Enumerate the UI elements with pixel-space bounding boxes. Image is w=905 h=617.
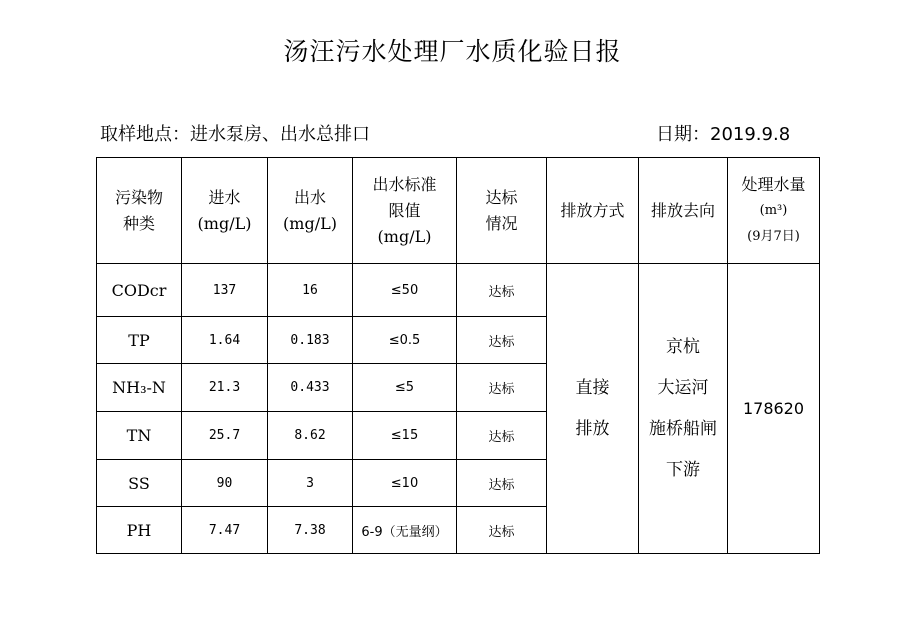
pollutant-name: SS bbox=[97, 460, 182, 507]
pollutant-name: TP bbox=[97, 317, 182, 364]
water-quality-table bbox=[96, 157, 820, 554]
header-discharge-mode: 排放方式 bbox=[547, 158, 639, 264]
status-value: 达标 bbox=[457, 364, 547, 412]
report-title: 汤汪污水处理厂水质化验日报 bbox=[283, 37, 622, 66]
influent-value: 1.64 bbox=[182, 317, 268, 364]
limit-value: ≤50 bbox=[353, 264, 457, 317]
effluent-value: 16 bbox=[268, 264, 353, 317]
pollutant-name: CODcr bbox=[97, 264, 182, 317]
limit-value: 6-9（无量纲） bbox=[353, 507, 457, 554]
influent-value: 21.3 bbox=[182, 364, 268, 412]
influent-value: 137 bbox=[182, 264, 268, 317]
table-row bbox=[97, 264, 820, 317]
effluent-value: 0.183 bbox=[268, 317, 353, 364]
pollutant-name: NH₃-N bbox=[97, 364, 182, 412]
status-value: 达标 bbox=[457, 317, 547, 364]
status-value: 达标 bbox=[457, 460, 547, 507]
sampling-location: 取样地点：进水泵房、出水总排口 bbox=[100, 124, 370, 145]
header-influent: 进水 (mg/L) bbox=[182, 158, 268, 264]
influent-value: 90 bbox=[182, 460, 268, 507]
pollutant-name: PH bbox=[97, 507, 182, 554]
effluent-value: 3 bbox=[268, 460, 353, 507]
effluent-value: 0.433 bbox=[268, 364, 353, 412]
header-volume: 处理水量 (m³) (9月7日) bbox=[728, 158, 820, 264]
header-discharge-dest: 排放去向 bbox=[639, 158, 728, 264]
effluent-value: 8.62 bbox=[268, 412, 353, 460]
influent-value: 25.7 bbox=[182, 412, 268, 460]
limit-value: ≤10 bbox=[353, 460, 457, 507]
status-value: 达标 bbox=[457, 412, 547, 460]
limit-value: ≤0.5 bbox=[353, 317, 457, 364]
influent-value: 7.47 bbox=[182, 507, 268, 554]
header-limit: 出水标准 限值 (mg/L) bbox=[353, 158, 457, 264]
limit-value: ≤5 bbox=[353, 364, 457, 412]
discharge-mode-cell: 直接 排放 bbox=[547, 264, 639, 554]
status-value: 达标 bbox=[457, 264, 547, 317]
discharge-destination-cell: 京杭 大运河 施桥船闸 下游 bbox=[639, 264, 728, 554]
header-effluent: 出水 (mg/L) bbox=[268, 158, 353, 264]
header-status: 达标 情况 bbox=[457, 158, 547, 264]
effluent-value: 7.38 bbox=[268, 507, 353, 554]
status-value: 达标 bbox=[457, 507, 547, 554]
header-pollutant: 污染物 种类 bbox=[97, 158, 182, 264]
pollutant-name: TN bbox=[97, 412, 182, 460]
report-date: 日期：2019.9.8 bbox=[656, 124, 791, 145]
treated-volume-cell: 178620 bbox=[728, 264, 820, 554]
table-header-row bbox=[97, 158, 820, 264]
limit-value: ≤15 bbox=[353, 412, 457, 460]
